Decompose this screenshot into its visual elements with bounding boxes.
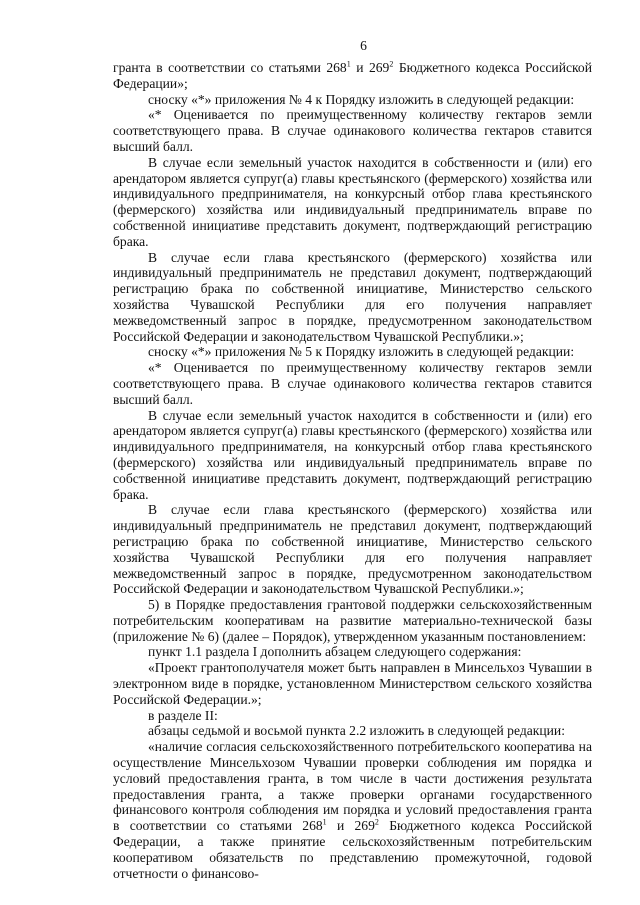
superscript: 2 bbox=[374, 817, 379, 827]
superscript: 1 bbox=[322, 817, 327, 827]
text-run: гранта в соответствии со статьями 268 bbox=[113, 60, 347, 75]
text-run: сноску «*» приложения № 5 к Порядку изложить в следующей редакции: bbox=[148, 344, 575, 360]
text-run: и 269 bbox=[326, 818, 375, 834]
paragraph bbox=[113, 360, 592, 407]
text-run: сноску «*» приложения № 4 к Порядку изложить в следующей редакции: bbox=[148, 91, 575, 107]
text-run: «* Оценивается по преимущественному количеству гектаров земли соответствующего права. В случае одинакового количества гектаров ставится высший балл. bbox=[113, 107, 592, 154]
document-body bbox=[113, 60, 592, 881]
text-run: и 269 bbox=[350, 60, 390, 75]
page-number: 6 bbox=[360, 38, 367, 53]
text-run: В случае если глава крестьянского (фермерского) хозяйства или индивидуальный предприниматель не представил документ, подтверждающий регистрацию брака по собственной инициативе, Министерство сельского хозяйства Чувашской Республики для его получения направляет межведомственный запрос в порядке, предусмотренном законодательством Российской Федерации и законодательством Чувашской Республики.»; bbox=[113, 249, 592, 344]
paragraph bbox=[113, 660, 592, 707]
paragraph bbox=[113, 723, 592, 739]
paragraph bbox=[113, 107, 592, 154]
paragraph bbox=[113, 92, 592, 108]
text-run: в разделе II: bbox=[148, 707, 218, 723]
text-run: В случае если земельный участок находится в собственности и (или) его арендатором является супруг(а) главы крестьянского (фермерского) хозяйства или индивидуального предпринимателя, на конкурсный отбор глава крестьянского (фермерского) хозяйства или индивидуальный предприниматель вправе по собственной инициативе представить документ, подтверждающий регистрацию брака. bbox=[113, 407, 592, 502]
superscript: 1 bbox=[346, 59, 351, 69]
text-run: Бюджетного кодекса Российской Федерации, а также принятие сельскохозяйственным потребительским кооперативом обязательств по представлению промежуточной, годовой отчетности о финансово- bbox=[113, 818, 592, 881]
text-run: «* Оценивается по преимущественному количеству гектаров земли соответствующего права. В случае одинакового количества гектаров ставится высший балл. bbox=[113, 360, 592, 407]
text-run: В случае если земельный участок находится в собственности и (или) его арендатором является супруг(а) главы крестьянского (фермерского) хозяйства или индивидуального предпринимателя, на конкурсный отбор глава крестьянского (фермерского) хозяйства или индивидуальный предприниматель вправе по собственной инициативе представить документ, подтверждающий регистрацию брака. bbox=[113, 154, 592, 249]
text-run: «Проект грантополучателя может быть направлен в Минсельхоз Чувашии в электронном виде в порядке, установленном Министерством сельского хозяйства Российской Федерации.»; bbox=[113, 660, 592, 707]
text-run: 5) в Порядке предоставления грантовой поддержки сельскохозяйственным потребительским кооперативам на развитие материально-технической базы (приложение № 6) (далее – Порядок), утвержденном указанным постановлением: bbox=[113, 597, 592, 644]
text-run: Бюджетного кодекса Российской Федерации»; bbox=[113, 60, 592, 91]
paragraph bbox=[113, 155, 592, 250]
superscript: 2 bbox=[389, 59, 394, 69]
paragraph bbox=[113, 344, 592, 360]
paragraph bbox=[113, 60, 592, 92]
paragraph bbox=[113, 250, 592, 345]
paragraph bbox=[113, 597, 592, 644]
paragraph bbox=[113, 708, 592, 724]
text-run: «наличие согласия сельскохозяйственного потребительского кооператива на осуществление Минсельхозом Чувашии проверки соблюдения им порядка и условий предоставления гранта, в том числе в части достижения результата предоставления гранта, а также проверки органами государственного финансового контроля соблюдения им порядка и условий предоставления гранта в соответствии со статьями 268 bbox=[113, 739, 592, 834]
paragraph bbox=[113, 739, 592, 881]
text-run: абзацы седьмой и восьмой пункта 2.2 изложить в следующей редакции: bbox=[148, 723, 565, 739]
paragraph bbox=[113, 408, 592, 503]
text-run: В случае если глава крестьянского (фермерского) хозяйства или индивидуальный предприниматель не представил документ, подтверждающий регистрацию брака по собственной инициативе, Министерство сельского хозяйства Чувашской Республики для его получения направляет межведомственный запрос в порядке, предусмотренном законодательством Российской Федерации и законодательством Чувашской Республики.»; bbox=[113, 502, 592, 597]
text-run: пункт 1.1 раздела I дополнить абзацем следующего содержания: bbox=[148, 644, 522, 660]
paragraph bbox=[113, 644, 592, 660]
paragraph bbox=[113, 502, 592, 597]
